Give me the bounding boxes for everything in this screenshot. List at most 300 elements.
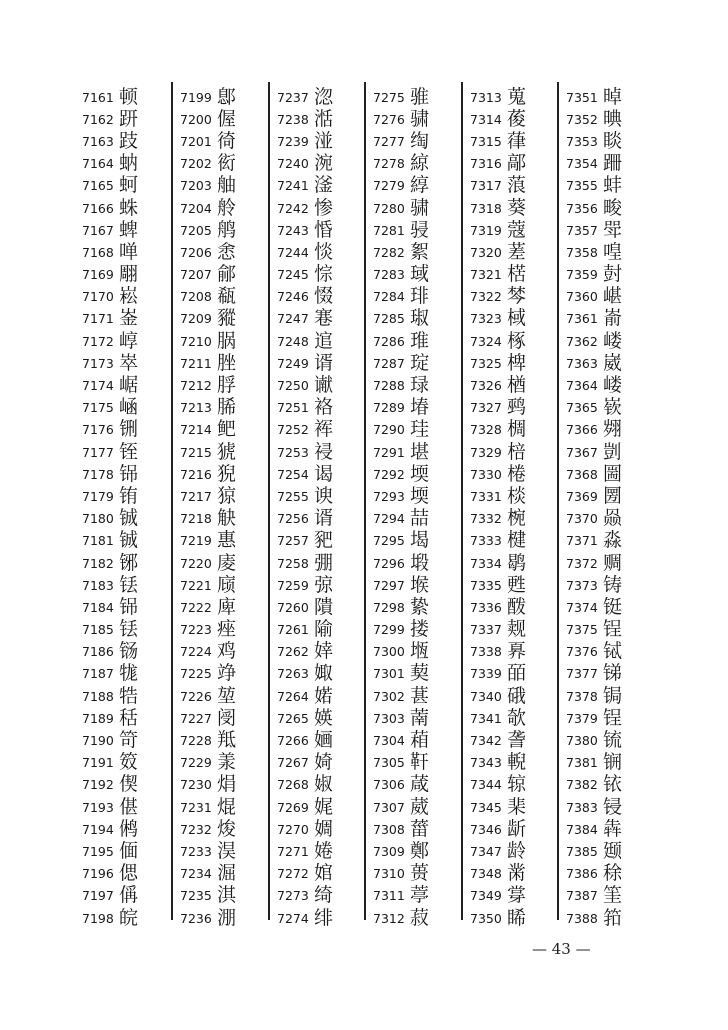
character-entry — [470, 596, 558, 618]
entry-code: 7228 — [180, 733, 212, 749]
character-entry — [277, 197, 365, 219]
entry-code: 7345 — [470, 799, 502, 815]
character-column-4 — [373, 86, 461, 929]
entry-code: 7163 — [82, 133, 114, 149]
entry-character: 鄭 — [410, 839, 430, 862]
character-entry — [277, 796, 365, 818]
entry-code: 7247 — [277, 311, 309, 327]
entry-character: 堠 — [410, 573, 430, 596]
entry-code: 7241 — [277, 178, 309, 194]
character-entry — [277, 153, 365, 175]
character-entry — [470, 885, 558, 907]
character-entry — [566, 530, 654, 552]
entry-code: 7190 — [82, 733, 114, 749]
entry-code: 7341 — [470, 710, 502, 726]
entry-character: 铤 — [603, 595, 623, 618]
entry-code: 7329 — [470, 444, 502, 460]
entry-character: 绯 — [314, 906, 334, 929]
entry-character: 淇 — [217, 884, 237, 907]
entry-code: 7199 — [180, 89, 212, 105]
entry-character: 龂 — [507, 817, 527, 840]
entry-code: 7365 — [566, 400, 598, 416]
entry-character: 瓻 — [217, 285, 237, 308]
character-entry — [180, 574, 268, 596]
character-entry — [277, 397, 365, 419]
entry-character: 嵚 — [603, 396, 623, 419]
entry-code: 7242 — [277, 200, 309, 216]
entry-code: 7363 — [566, 355, 598, 371]
entry-character: 崧 — [119, 285, 139, 308]
entry-code: 7162 — [82, 111, 114, 127]
entry-code: 7195 — [82, 843, 114, 859]
entry-code: 7367 — [566, 444, 598, 460]
entry-character: 谳 — [314, 374, 334, 397]
character-entry — [82, 863, 170, 885]
character-entry — [180, 619, 268, 641]
entry-code: 7383 — [566, 799, 598, 815]
character-entry — [82, 308, 170, 330]
entry-character: 蒐 — [507, 85, 527, 108]
entry-character: 淴 — [314, 85, 334, 108]
character-entry — [277, 619, 365, 641]
entry-character: 淼 — [603, 529, 623, 552]
entry-code: 7255 — [277, 488, 309, 504]
entry-character: 衒 — [217, 152, 237, 175]
entry-code: 7336 — [470, 599, 502, 615]
character-entry — [82, 286, 170, 308]
entry-code: 7386 — [566, 866, 598, 882]
entry-character: 觖 — [217, 507, 237, 530]
character-entry — [470, 130, 558, 152]
entry-code: 7180 — [82, 511, 114, 527]
character-entry — [82, 153, 170, 175]
character-entry — [277, 308, 365, 330]
entry-character: 鸺 — [119, 817, 139, 840]
entry-character: 铖 — [119, 529, 139, 552]
character-entry — [180, 330, 268, 352]
entry-code: 7280 — [373, 200, 405, 216]
entry-character: 笯 — [119, 751, 139, 774]
entry-character: 蚵 — [119, 174, 139, 197]
entry-character: 焌 — [217, 817, 237, 840]
entry-code: 7350 — [470, 910, 502, 926]
entry-code: 7319 — [470, 222, 502, 238]
entry-code: 7375 — [566, 622, 598, 638]
entry-character: 塅 — [410, 551, 430, 574]
character-entry — [373, 463, 461, 485]
entry-code: 7187 — [82, 666, 114, 682]
entry-code: 7204 — [180, 200, 212, 216]
character-entry — [180, 86, 268, 108]
entry-code: 7342 — [470, 733, 502, 749]
entry-character: 骕 — [410, 107, 430, 130]
character-entry — [470, 752, 558, 774]
entry-code: 7327 — [470, 400, 502, 416]
entry-code: 7307 — [373, 799, 405, 815]
entry-code: 7271 — [277, 843, 309, 859]
character-entry — [470, 619, 558, 641]
character-entry — [470, 419, 558, 441]
entry-character: 跂 — [119, 129, 139, 152]
entry-code: 7243 — [277, 222, 309, 238]
character-entry — [277, 463, 365, 485]
entry-character: 葴 — [410, 773, 430, 796]
character-entry — [82, 685, 170, 707]
entry-code: 7253 — [277, 444, 309, 460]
entry-code: 7165 — [82, 178, 114, 194]
entry-character: 葙 — [410, 729, 430, 752]
entry-code: 7373 — [566, 577, 598, 593]
character-entry — [566, 397, 654, 419]
entry-character: 葰 — [507, 107, 527, 130]
entry-character: 葵 — [507, 196, 527, 219]
entry-character: 楗 — [507, 529, 527, 552]
character-entry — [373, 685, 461, 707]
entry-code: 7167 — [82, 222, 114, 238]
character-entry — [180, 907, 268, 929]
entry-code: 7259 — [277, 577, 309, 593]
entry-character: 锎 — [603, 751, 623, 774]
character-entry — [82, 885, 170, 907]
entry-character: 蜱 — [119, 218, 139, 241]
entry-code: 7219 — [180, 533, 212, 549]
entry-character: 骎 — [410, 218, 430, 241]
character-entry — [277, 707, 365, 729]
entry-code: 7267 — [277, 755, 309, 771]
entry-code: 7313 — [470, 89, 502, 105]
entry-code: 7346 — [470, 821, 502, 837]
entry-code: 7281 — [373, 222, 405, 238]
entry-code: 7332 — [470, 511, 502, 527]
character-entry — [277, 130, 365, 152]
entry-character: 羕 — [217, 751, 237, 774]
entry-character: 锔 — [603, 684, 623, 707]
entry-character: 惠 — [217, 529, 237, 552]
character-entry — [373, 485, 461, 507]
entry-code: 7353 — [566, 133, 598, 149]
character-entry — [470, 175, 558, 197]
entry-code: 7202 — [180, 156, 212, 172]
entry-character: 棐 — [507, 795, 527, 818]
character-entry — [373, 796, 461, 818]
entry-character: 弶 — [314, 573, 334, 596]
column-divider — [268, 82, 270, 920]
character-entry — [180, 463, 268, 485]
character-entry — [566, 663, 654, 685]
character-entry — [180, 419, 268, 441]
entry-character: 趼 — [119, 107, 139, 130]
character-entry — [180, 596, 268, 618]
entry-character: 隃 — [314, 618, 334, 641]
character-entry — [373, 619, 461, 641]
entry-character: 靬 — [410, 751, 430, 774]
entry-code: 7203 — [180, 178, 212, 194]
entry-character: 婳 — [314, 729, 334, 752]
entry-code: 7205 — [180, 222, 212, 238]
entry-code: 7364 — [566, 378, 598, 394]
entry-character: 锑 — [603, 662, 623, 685]
entry-code: 7166 — [82, 200, 114, 216]
entry-character: 崴 — [603, 351, 623, 374]
character-entry — [470, 663, 558, 685]
entry-code: 7369 — [566, 488, 598, 504]
entry-character: 剴 — [603, 440, 623, 463]
entry-code: 7207 — [180, 267, 212, 283]
character-entry — [470, 774, 558, 796]
entry-character: 棫 — [507, 307, 527, 330]
entry-code: 7244 — [277, 244, 309, 260]
character-entry — [180, 752, 268, 774]
entry-character: 喆 — [410, 507, 430, 530]
character-entry — [82, 374, 170, 396]
entry-character: 圌 — [603, 462, 623, 485]
character-entry — [277, 574, 365, 596]
entry-code: 7251 — [277, 400, 309, 416]
entry-code: 7189 — [82, 710, 114, 726]
entry-code: 7362 — [566, 333, 598, 349]
entry-character: 崟 — [119, 307, 139, 330]
entry-character: 寋 — [314, 307, 334, 330]
entry-character: 棓 — [507, 440, 527, 463]
character-entry — [566, 885, 654, 907]
entry-code: 7293 — [373, 488, 405, 504]
entry-code: 7216 — [180, 466, 212, 482]
entry-code: 7387 — [566, 888, 598, 904]
entry-character: 脪 — [217, 396, 237, 419]
character-entry — [82, 796, 170, 818]
entry-character: 椆 — [507, 418, 527, 441]
entry-character: 酦 — [507, 595, 527, 618]
character-entry — [180, 108, 268, 130]
entry-code: 7238 — [277, 111, 309, 127]
entry-character: 筀 — [603, 884, 623, 907]
entry-character: 惨 — [314, 196, 334, 219]
entry-code: 7230 — [180, 777, 212, 793]
entry-character: 跚 — [603, 152, 623, 175]
entry-character: 蚋 — [119, 152, 139, 175]
character-entry — [373, 419, 461, 441]
entry-character: 圐 — [603, 484, 623, 507]
character-entry — [373, 330, 461, 352]
entry-character: 蒉 — [410, 862, 430, 885]
character-entry — [277, 286, 365, 308]
entry-character: 晪 — [603, 107, 623, 130]
entry-character: 崌 — [119, 374, 139, 397]
character-entry — [180, 397, 268, 419]
entry-character: 婞 — [314, 640, 334, 663]
character-entry — [373, 707, 461, 729]
entry-code: 7278 — [373, 156, 405, 172]
entry-character: 铥 — [119, 618, 139, 641]
entry-code: 7236 — [180, 910, 212, 926]
entry-code: 7257 — [277, 533, 309, 549]
character-entry — [82, 641, 170, 663]
entry-character: 铱 — [603, 773, 623, 796]
entry-code: 7333 — [470, 533, 502, 549]
entry-character: 锓 — [603, 795, 623, 818]
character-entry — [180, 774, 268, 796]
entry-code: 7252 — [277, 422, 309, 438]
character-entry — [180, 219, 268, 241]
entry-code: 7343 — [470, 755, 502, 771]
entry-code: 7308 — [373, 821, 405, 837]
entry-code: 7381 — [566, 755, 598, 771]
character-entry — [566, 596, 654, 618]
character-entry — [277, 774, 365, 796]
entry-code: 7272 — [277, 866, 309, 882]
entry-character: 偲 — [119, 862, 139, 885]
entry-code: 7370 — [566, 511, 598, 527]
entry-character: 湉 — [314, 107, 334, 130]
entry-character: 弸 — [314, 551, 334, 574]
entry-character: 骕 — [410, 196, 430, 219]
entry-character: 庳 — [217, 595, 237, 618]
entry-code: 7260 — [277, 599, 309, 615]
entry-character: 嵛 — [603, 307, 623, 330]
entry-character: 铽 — [603, 640, 623, 663]
character-entry — [566, 485, 654, 507]
entry-code: 7214 — [180, 422, 212, 438]
character-entry — [566, 419, 654, 441]
entry-character: 铞 — [119, 462, 139, 485]
entry-code: 7269 — [277, 799, 309, 815]
entry-code: 7385 — [566, 843, 598, 859]
entry-character: 笴 — [119, 729, 139, 752]
entry-character: 畯 — [603, 196, 623, 219]
entry-character: 牚 — [507, 884, 527, 907]
character-entry — [470, 508, 558, 530]
entry-code: 7175 — [82, 400, 114, 416]
entry-code: 7198 — [82, 910, 114, 926]
entry-code: 7237 — [277, 89, 309, 105]
character-entry — [277, 729, 365, 751]
character-entry — [82, 596, 170, 618]
character-entry — [180, 729, 268, 751]
entry-code: 7320 — [470, 244, 502, 260]
character-entry — [566, 552, 654, 574]
entry-code: 7305 — [373, 755, 405, 771]
entry-character: 鹖 — [507, 551, 527, 574]
entry-character: 铚 — [119, 440, 139, 463]
entry-code: 7186 — [82, 644, 114, 660]
entry-code: 7185 — [82, 622, 114, 638]
entry-code: 7340 — [470, 688, 502, 704]
entry-code: 7324 — [470, 333, 502, 349]
entry-character: 菽 — [410, 906, 430, 929]
entry-character: 棽 — [507, 285, 527, 308]
entry-character: 脶 — [217, 329, 237, 352]
entry-character: 祲 — [314, 440, 334, 463]
entry-code: 7268 — [277, 777, 309, 793]
entry-code: 7210 — [180, 333, 212, 349]
entry-code: 7231 — [180, 799, 212, 815]
character-entry — [82, 397, 170, 419]
entry-code: 7283 — [373, 267, 405, 283]
character-entry — [180, 796, 268, 818]
character-entry — [277, 264, 365, 286]
entry-character: 甦 — [507, 573, 527, 596]
entry-code: 7229 — [180, 755, 212, 771]
character-entry — [180, 130, 268, 152]
character-entry — [180, 685, 268, 707]
character-entry — [277, 508, 365, 530]
entry-character: 葘 — [410, 817, 430, 840]
character-entry — [373, 108, 461, 130]
entry-character: 娵 — [314, 662, 334, 685]
entry-code: 7262 — [277, 644, 309, 660]
entry-code: 7314 — [470, 111, 502, 127]
entry-character: 赒 — [603, 551, 623, 574]
entry-code: 7374 — [566, 599, 598, 615]
entry-code: 7301 — [373, 666, 405, 682]
character-entry — [566, 463, 654, 485]
entry-code: 7338 — [470, 644, 502, 660]
entry-character: 堃 — [217, 684, 237, 707]
entry-character: 婘 — [314, 839, 334, 862]
character-entry — [566, 729, 654, 751]
entry-character: 堪 — [410, 440, 430, 463]
entry-code: 7279 — [373, 178, 405, 194]
entry-character: 綧 — [410, 174, 430, 197]
entry-character: 谒 — [314, 462, 334, 485]
character-entry — [180, 641, 268, 663]
character-entry — [373, 308, 461, 330]
character-entry — [277, 241, 365, 263]
entry-character: 晫 — [603, 85, 623, 108]
character-entry — [180, 485, 268, 507]
entry-character: 淏 — [217, 839, 237, 862]
character-entry — [470, 153, 558, 175]
entry-character: 珪 — [410, 418, 430, 441]
entry-character: 偁 — [119, 884, 139, 907]
character-entry — [277, 863, 365, 885]
entry-character: 斝 — [603, 218, 623, 241]
entry-character: 阌 — [217, 706, 237, 729]
character-entry — [470, 707, 558, 729]
entry-code: 7172 — [82, 333, 114, 349]
entry-code: 7296 — [373, 555, 405, 571]
entry-code: 7303 — [373, 710, 405, 726]
entry-character: 娓 — [314, 795, 334, 818]
entry-character: 鄎 — [217, 85, 237, 108]
entry-code: 7275 — [373, 89, 405, 105]
entry-character: 悆 — [217, 240, 237, 263]
character-entry — [277, 596, 365, 618]
entry-character: 皕 — [507, 662, 527, 685]
entry-character: 庱 — [217, 551, 237, 574]
entry-character: 绹 — [410, 129, 430, 152]
entry-character: 翙 — [603, 418, 623, 441]
entry-character: 鲃 — [217, 418, 237, 441]
character-entry — [373, 863, 461, 885]
column-divider — [171, 82, 173, 920]
entry-character: 椓 — [507, 329, 527, 352]
character-entry — [82, 86, 170, 108]
character-entry — [180, 374, 268, 396]
entry-character: 惔 — [314, 240, 334, 263]
entry-code: 7226 — [180, 688, 212, 704]
character-entry — [566, 308, 654, 330]
character-entry — [277, 485, 365, 507]
entry-character: 筘 — [603, 906, 623, 929]
entry-character: 铥 — [119, 573, 139, 596]
character-entry — [180, 508, 268, 530]
entry-character: 脞 — [217, 351, 237, 374]
character-entry — [566, 641, 654, 663]
entry-code: 7224 — [180, 644, 212, 660]
character-entry — [566, 818, 654, 840]
character-entry — [180, 885, 268, 907]
